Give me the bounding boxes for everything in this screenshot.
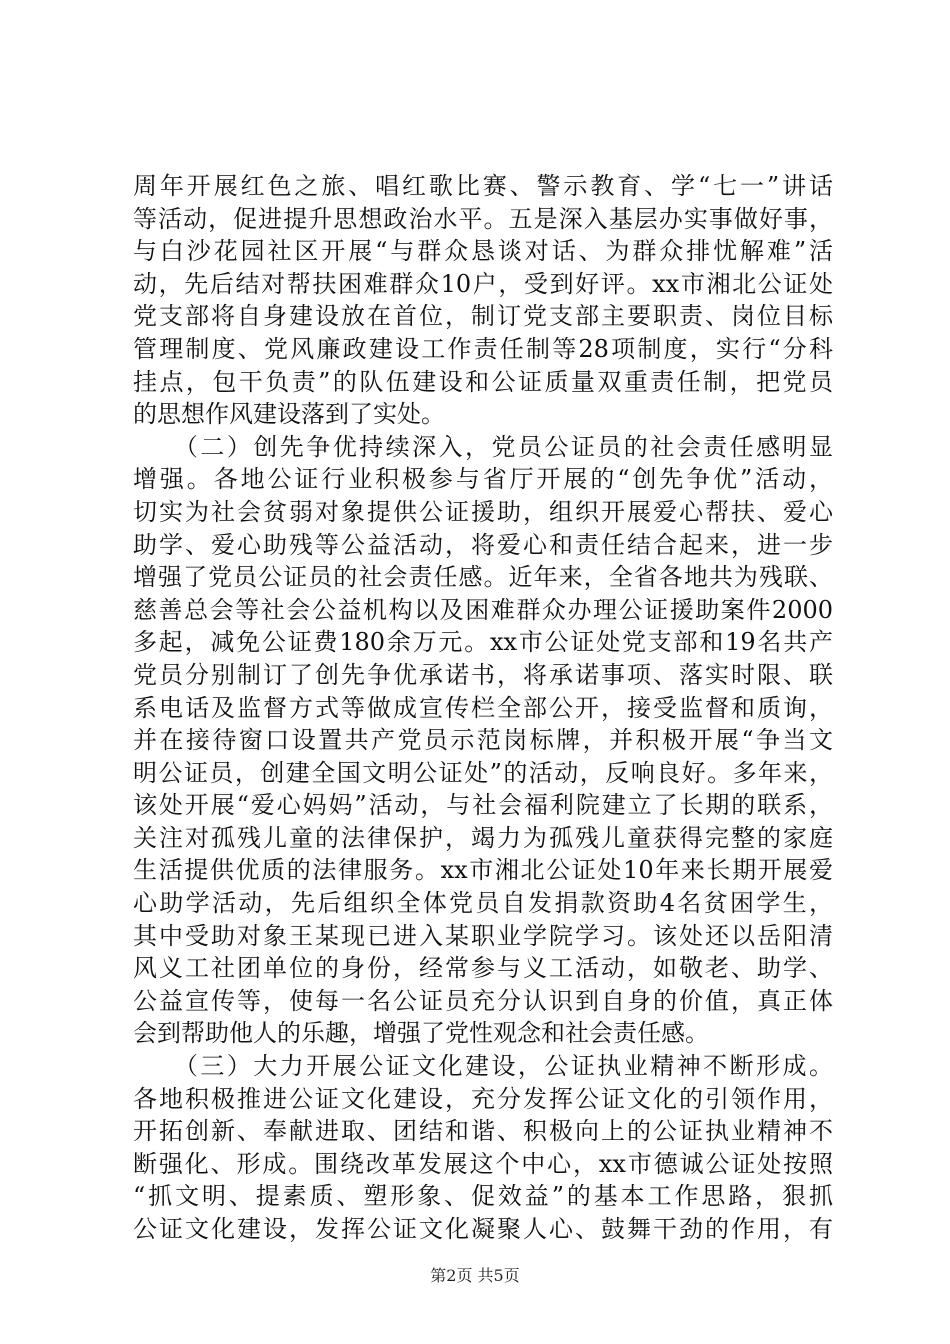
text-line: 管理制度、党风廉政建设工作责任制等28项制度，实行“分科	[133, 334, 833, 363]
text-line: 风义工社团单位的身份，经常参与义工活动，如敬老、助学、	[133, 954, 833, 983]
text-line: 增强了党员公证员的社会责任感。近年来，全省各地共为残联、	[133, 563, 833, 592]
text-line: 并在接待窗口设置共产党员示范岗标牌，并积极开展“争当文	[133, 726, 833, 755]
text-line: 明公证员，创建全国文明公证处”的活动，反响良好。多年来，	[133, 758, 833, 787]
text-line: 增强。各地公证行业积极参与省厅开展的“创先争优”活动，	[133, 465, 833, 494]
text-line: 各地积极推进公证文化建设，充分发挥公证文化的引领作用，	[133, 1084, 833, 1113]
text-line: 党支部将自身建设放在首位，制订党支部主要职责、岗位目标	[133, 302, 833, 331]
text-line: 生活提供优质的法律服务。xx市湘北公证处10年来长期开展爱	[133, 856, 833, 885]
text-line: 心助学活动，先后组织全体党员自发捐款资助4名贫困学生，	[133, 889, 833, 918]
text-line: 切实为社会贫弱对象提供公证援助，组织开展爱心帮扶、爱心	[133, 497, 833, 526]
text-line: 等活动，促进提升思想政治水平。五是深入基层办实事做好事，	[133, 204, 833, 233]
text-line: 系电话及监督方式等做成宣传栏全部公开，接受监督和质询，	[133, 693, 833, 722]
text-line: 的思想作风建设落到了实处。	[133, 400, 445, 429]
text-line: （二）创先争优持续深入，党员公证员的社会责任感明显	[133, 432, 833, 461]
text-line: 断强化、形成。围绕改革发展这个中心，xx市德诚公证处按照	[133, 1149, 833, 1178]
text-line: “抓文明、提素质、塑形象、促效益”的基本工作思路，狠抓	[133, 1182, 833, 1211]
text-line: 周年开展红色之旅、唱红歌比赛、警示教育、学“七一”讲话	[133, 172, 833, 200]
text-line: 公益宣传等，使每一名公证员充分认识到自身的价值，真正体	[133, 986, 833, 1015]
text-line: 党员分别制订了创先争优承诺书，将承诺事项、落实时限、联	[133, 660, 833, 689]
text-line: 公证文化建设，发挥公证文化凝聚人心、鼓舞干劲的作用，有	[133, 1215, 833, 1243]
text-line: 开拓创新、奉献进取、团结和谐、积极向上的公证执业精神不	[133, 1117, 833, 1146]
text-line: 与白沙花园社区开展“与群众恳谈对话、为群众排忧解难”活	[133, 237, 833, 266]
text-line: 该处开展“爱心妈妈”活动，与社会福利院建立了长期的联系，	[133, 791, 833, 820]
page-footer: 第2页 共5页	[430, 1266, 520, 1285]
text-line: 关注对孤残儿童的法律保护，竭力为孤残儿童获得完整的家庭	[133, 823, 833, 852]
text-line: 多起，减免公证费180余万元。xx市公证处党支部和19名共产	[133, 628, 833, 657]
text-line: 挂点，包干负责”的队伍建设和公证质量双重责任制，把党员	[133, 367, 833, 396]
text-line: 其中受助对象王某现已进入某职业学院学习。该处还以岳阳清	[133, 921, 833, 950]
text-line: 会到帮助他人的乐趣，增强了党性观念和社会责任感。	[133, 1019, 709, 1048]
text-line: 助学、爱心助残等公益活动，将爱心和责任结合起来，进一步	[133, 530, 833, 559]
text-line: （三）大力开展公证文化建设，公证执业精神不断形成。	[133, 1052, 833, 1081]
text-line: 慈善总会等社会公益机构以及困难群众办理公证援助案件2000	[133, 595, 833, 624]
text-line: 动，先后结对帮扶困难群众10户，受到好评。xx市湘北公证处	[133, 269, 833, 298]
document-body	[133, 170, 833, 1246]
